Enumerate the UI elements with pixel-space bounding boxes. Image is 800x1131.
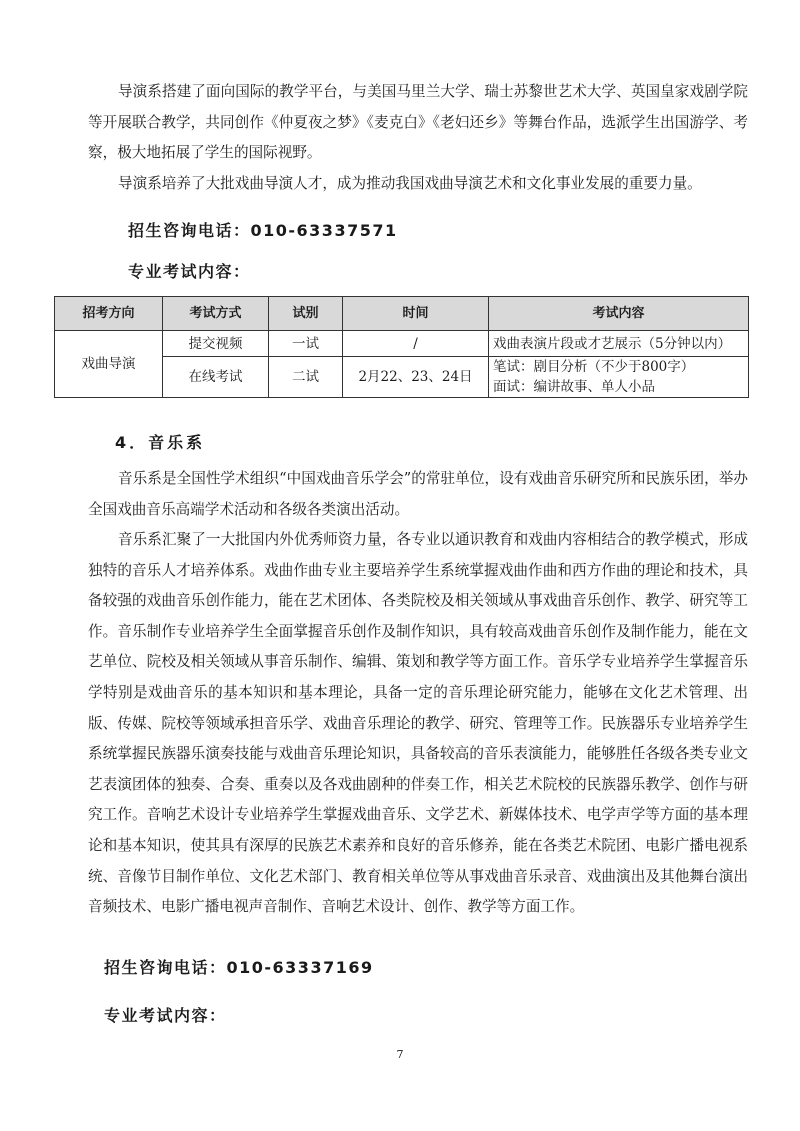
cell-round: 二试: [269, 357, 343, 398]
phone-heading: 招生咨询电话：010-63337571: [128, 221, 398, 240]
exam-content-heading: 专业考试内容：: [128, 262, 251, 281]
cell-time: /: [343, 331, 489, 357]
exam-content-heading: 专业考试内容：: [104, 1006, 227, 1025]
table-header-row: [55, 297, 749, 331]
exam-table: [54, 296, 749, 398]
table-row: [55, 331, 749, 357]
cell-content-line: 戏曲表演片段或才艺展示（5分钟以内）: [493, 335, 732, 352]
phone-heading: 招生咨询电话：010-63337169: [104, 958, 374, 977]
column-header-direction: 招考方向: [55, 297, 163, 331]
cell-content: [489, 357, 749, 398]
section-title-music: 4．音乐系: [115, 433, 206, 452]
paragraph-international-platform: 导演系搭建了面向国际的教学平台，与美国马里兰大学、瑞士苏黎世艺术大学、英国皇家戏剧学院等开展联合教学，共同创作《仲夏夜之梦》《麦克白》《老妇还乡》等舞台作品，选派学生出国游学、考察，极大地拓展了学生的国际视野。: [88, 83, 748, 162]
cell-content-line: 笔试：剧目分析（不少于800字）: [493, 359, 695, 375]
paragraph-music-faculty: 音乐系汇聚了一大批国内外优秀师资力量，各专业以通识教育和戏曲内容相结合的教学模式，形成独特的音乐人才培养体系。戏曲作曲专业主要培养学生系统掌握戏曲作曲和西方作曲的理论和技术，具备较强的戏曲音乐创作能力，能在艺术团体、各类院校及相关领域从事戏曲音乐创作、教学、研究等工作。音乐制作专业培养学生全面掌握音乐创作及制作知识，具有较高戏曲音乐创作及制作能力，能在文艺单位、院校及相关领域从事音乐制作、编辑、策划和教学等方面工作。音乐学专业培养学生掌握音乐学特别是戏曲音乐的基本知识和基本理论，具备一定的音乐理论研究能力，能够在文化艺术管理、出版、传媒、院校等领域承担音乐学、戏曲音乐理论的教学、研究、管理等工作。民族器乐专业培养学生系统掌握民族器乐演奏技能与戏曲音乐理论知识，具备较高的音乐表演能力，能够胜任各级各类专业文艺表演团体的独奏、合奏、重奏以及各戏曲剧种的伴奏工作，相关艺术院校的民族器乐教学、创作与研究工作。音响艺术设计专业培养学生掌握戏曲音乐、文学艺术、新媒体技术、电学声学等方面的基本理论和基本知识，使其具有深厚的民族艺术素养和良好的音乐修养，能在各类艺术院团、电影广播电视系统、音像节目制作单位、文化艺术部门、教育相关单位等从事戏曲音乐录音、戏曲演出及其他舞台演出音频技术、电影广播电视声音制作、音响艺术设计、创作、教学等方面工作。: [88, 531, 748, 916]
cell-method: 在线考试: [163, 357, 269, 398]
cell-content: [489, 331, 749, 357]
cell-time: 2月22、23、24日: [343, 357, 489, 398]
page-number: 7: [396, 1048, 404, 1061]
cell-direction: 戏曲导演: [55, 331, 163, 398]
cell-method: 提交视频: [163, 331, 269, 357]
column-header-content: 考试内容: [489, 297, 749, 331]
column-header-method: 考试方式: [163, 297, 269, 331]
column-header-round: 试别: [269, 297, 343, 331]
cell-content-line: 面试：编讲故事、单人小品: [493, 379, 655, 395]
cell-round: 一试: [269, 331, 343, 357]
paragraph-talent-cultivation: 导演系培养了大批戏曲导演人才，成为推动我国戏曲导演艺术和文化事业发展的重要力量。: [118, 175, 702, 192]
paragraph-music-intro: 音乐系是全国性学术组织“中国戏曲音乐学会”的常驻单位，设有戏曲音乐研究所和民族乐团，举办全国戏曲音乐高端学术活动和各级各类演出活动。: [88, 470, 748, 518]
column-header-time: 时间: [343, 297, 489, 331]
